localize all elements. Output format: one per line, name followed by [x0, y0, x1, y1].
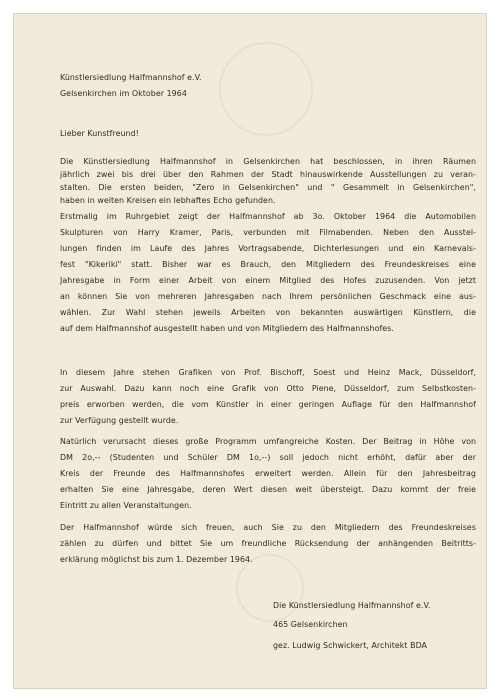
- text-line: Eintritt zu allen Veranstaltungen.: [60, 501, 192, 510]
- signature-address: 465 Gelsenkirchen: [273, 620, 348, 629]
- salutation-text: Lieber Kunstfreund!: [60, 129, 139, 138]
- paragraph-4: [60, 521, 476, 566]
- signature-org: Die Künstlersiedlung Halfmannshof e.V.: [273, 601, 431, 610]
- text-line: Die Künstlersiedlung Halfmannshof in Gelsenkirchen hat beschlossen, in ihren Räumen: [60, 157, 476, 166]
- text-line: Erstmalig im Ruhrgebiet zeigt der Halfmannshof ab 3o. Oktober 1964 die Automobilen: [60, 212, 476, 221]
- text-line: erklärung möglichst bis zum 1. Dezember 1964.: [60, 555, 253, 564]
- text-line: Skulpturen von Harry Kramer, Paris, verbunden mit Filmabenden. Neben den Ausstel-: [60, 228, 476, 237]
- text-line: auf dem Halfmannshof ausgestellt haben und von Mitgliedern des Halfmannshofes.: [60, 324, 394, 333]
- text-line: zählen zu dürfen und bittet Sie um freundliche Rücksendung der anhängenden Beitritts-: [60, 539, 476, 548]
- text-line: Der Halfmannshof würde sich freuen, auch Sie zu den Mitgliedern des Freundeskreises: [60, 523, 476, 532]
- text-line: jährlich zwei bis drei über den Rahmen der Stadt hinauswirkende Ausstellungen zu veran-: [60, 170, 476, 179]
- text-line: zur Verfügung gestellt wurde.: [60, 416, 179, 425]
- paragraph-3: [60, 435, 476, 512]
- letter-header: [60, 71, 476, 100]
- text-line: stalten. Die ersten beiden, "Zero in Gelsenkirchen" und " Gesammelt in Gelsenkirchen",: [60, 183, 476, 192]
- text-line: Natürlich verursacht dieses große Programm umfangreiche Kosten. Der Beitrag in Höhe von: [60, 437, 476, 446]
- salutation: [60, 127, 476, 140]
- signature-block: [273, 599, 473, 652]
- text-line: zur Auswahl. Dazu kann noch eine Grafik von Otto Piene, Düsseldorf, zum Selbstkosten-: [60, 384, 476, 393]
- text-line: Jahresgabe in Form einer Arbeit von einem Mitglied des Hofes zuzusenden. Von jetzt: [60, 276, 476, 285]
- text-line: In diesem Jahre stehen Grafiken von Prof. Bischoff, Soest und Heinz Mack, Düsseldorf,: [60, 368, 476, 377]
- paragraph-2: [60, 366, 476, 427]
- signature-signed: gez. Ludwig Schwickert, Architekt BDA: [273, 641, 427, 650]
- letter-page: [14, 14, 486, 688]
- text-line: Kreis der Freunde des Halfmannshofes erweitert werden. Allein für den Jahresbeitrag: [60, 469, 476, 478]
- text-line: wählen. Zur Wahl stehen jeweils Arbeiten von bekannten auswärtigen Künstlern, die: [60, 308, 476, 317]
- place-date: Gelsenkirchen im Oktober 1964: [60, 89, 187, 98]
- text-line: lungen finden im Laufe des Jahres Vortragsabende, Dichterlesungen und ein Karnevals-: [60, 244, 476, 253]
- text-line: haben in weiten Kreisen ein lebhaftes Echo gefunden.: [60, 196, 276, 205]
- text-line: fest "Kikeriki" statt. Bisher war es Brauch, den Mitgliedern des Freundeskreises eine: [60, 260, 476, 269]
- text-line: DM 2o,-- (Studenten und Schüler DM 1o,--) soll jedoch nicht erhöht, dafür aber der: [60, 453, 476, 462]
- paragraph-1: [60, 155, 476, 335]
- text-line: erhalten Sie eine Jahresgabe, deren Wert diesen weit übersteigt. Dazu kommt der freie: [60, 485, 476, 494]
- text-line: preis erworben werden, die vom Künstler in einer geringen Auflage für den Halfmannshof: [60, 400, 476, 409]
- org-line: Künstlersiedlung Halfmannshof e.V.: [60, 73, 202, 82]
- text-line: an können Sie von mehreren Jahresgaben nach Ihrem persönlichen Geschmack eine aus-: [60, 292, 476, 301]
